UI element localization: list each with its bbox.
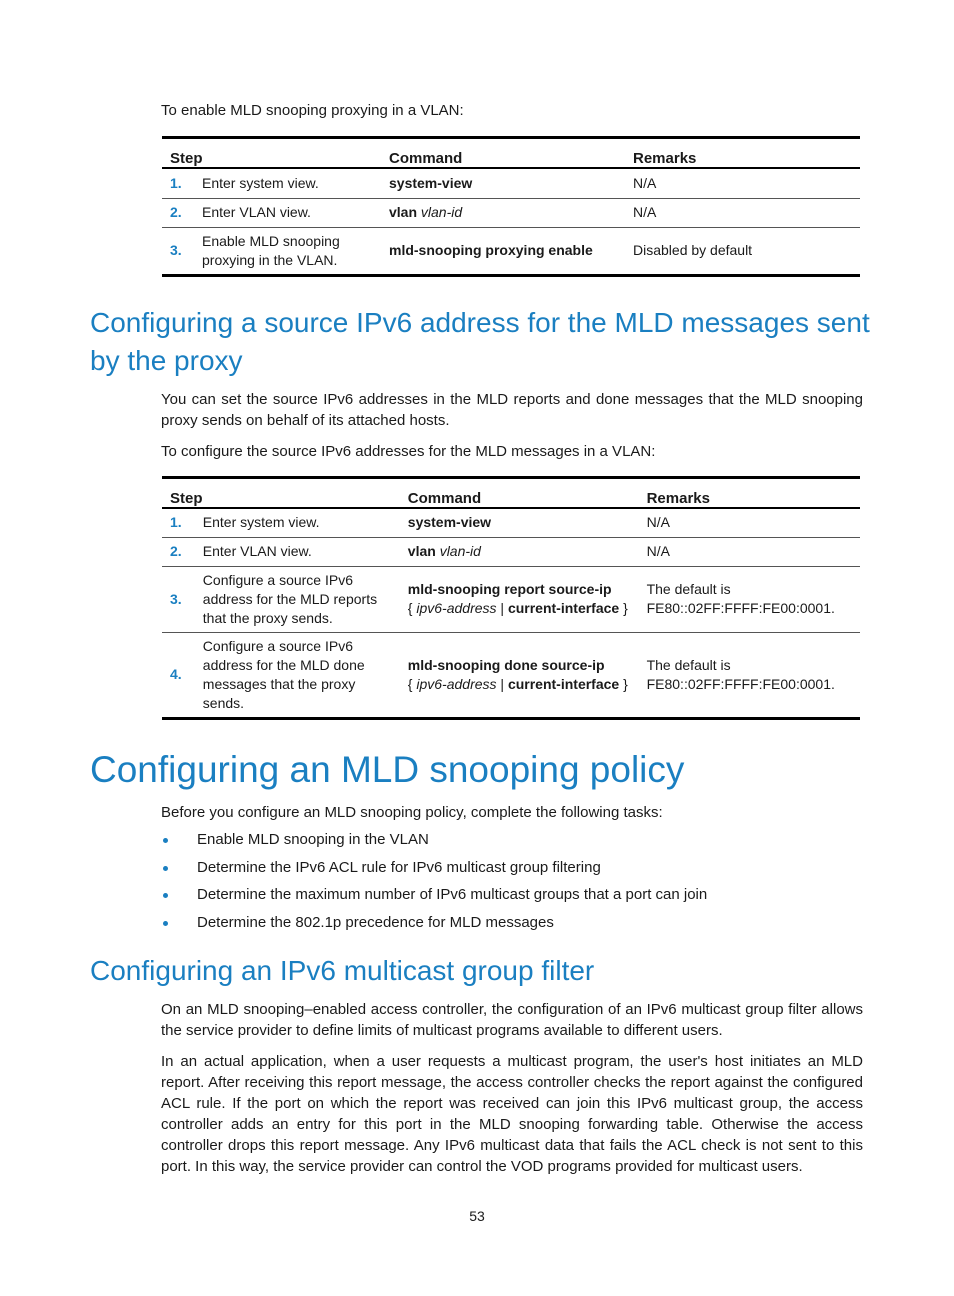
command-keyword: vlan — [389, 204, 418, 220]
list-item — [161, 885, 863, 905]
step-description: Configure a source IPv6 address for the MLD reports that the proxy sends. — [195, 566, 400, 632]
command-argument: ipv6-address — [416, 600, 497, 616]
command-keyword: mld-snooping report source-ip — [407, 581, 612, 597]
section-heading-group-filter: Configuring an IPv6 multicast group filter — [90, 955, 595, 986]
command-keyword: mld-snooping done source-ip — [407, 656, 605, 673]
remarks-cell: The default is FE80::02FF:FFFF:FE00:0001. — [639, 632, 860, 718]
step-description: Enter system view. — [194, 168, 381, 198]
command-cell — [400, 566, 639, 632]
task-list — [161, 830, 863, 940]
table-row — [162, 227, 860, 275]
bullet-icon — [163, 838, 168, 843]
remarks-cell: N/A — [625, 168, 860, 198]
section-heading-mld-policy: Configuring an MLD snooping policy — [90, 749, 685, 790]
command-brace-open: { — [407, 600, 417, 616]
command-keyword: system-view — [407, 514, 492, 531]
remarks-cell: N/A — [639, 537, 860, 566]
command-cell — [381, 227, 625, 275]
step-number: 2. — [162, 537, 195, 566]
remarks-cell: The default is FE80::02FF:FFFF:FE00:0001. — [639, 566, 860, 632]
command-cell — [400, 508, 639, 537]
bullet-icon — [163, 866, 168, 871]
step-number: 1. — [162, 508, 195, 537]
step-description: Enter VLAN view. — [195, 537, 400, 566]
table-source-ipv6 — [162, 476, 860, 720]
step-number: 2. — [162, 198, 194, 227]
list-item-text: Determine the IPv6 ACL rule for IPv6 multicast group filtering — [197, 858, 601, 876]
header-step: Step — [162, 138, 381, 169]
remarks-cell: N/A — [639, 508, 860, 537]
list-item-text: Determine the 802.1p precedence for MLD messages — [197, 913, 554, 931]
command-cell — [381, 198, 625, 227]
command-separator: | — [496, 675, 508, 692]
command-brace-close: } — [619, 675, 628, 692]
list-item-text: Enable MLD snooping in the VLAN — [197, 831, 429, 848]
list-item — [161, 858, 863, 878]
section-paragraph: To configure the source IPv6 addresses for the MLD messages in a VLAN: — [161, 443, 656, 460]
step-description: Enable MLD snooping proxying in the VLAN. — [194, 227, 381, 275]
table-row — [162, 566, 860, 632]
command-cell — [400, 632, 639, 718]
step-description: Enter system view. — [195, 508, 400, 537]
command-argument: ipv6-address — [416, 675, 497, 692]
section-paragraph: You can set the source IPv6 addresses in the MLD reports and done messages that the MLD snooping proxy sends on behalf of its attached hosts. — [161, 391, 863, 429]
command-keyword: vlan — [407, 543, 436, 559]
command-cell — [400, 537, 639, 566]
table-mld-proxying — [162, 136, 860, 277]
bullet-icon — [163, 893, 168, 898]
remarks-cell: N/A — [625, 198, 860, 227]
remarks-cell: Disabled by default — [625, 227, 860, 275]
command-argument: vlan-id — [420, 204, 463, 220]
command-argument: vlan-id — [439, 543, 481, 559]
step-number: 3. — [162, 227, 194, 275]
command-keyword-alt: current-interface — [507, 600, 620, 616]
header-remarks: Remarks — [639, 478, 860, 509]
list-item — [161, 830, 863, 850]
command-brace-open: { — [407, 675, 417, 692]
table-row — [162, 168, 860, 198]
table-row — [162, 508, 860, 537]
page-number: 53 — [469, 1208, 485, 1224]
bullet-icon — [163, 921, 168, 926]
step-number: 3. — [162, 566, 195, 632]
section-paragraph: On an MLD snooping–enabled access controller, the configuration of an IPv6 multicast group filter allows the service provider to define limits of multicast programs available to different users. — [161, 1001, 863, 1039]
command-keyword: mld-snooping proxying enable — [389, 242, 593, 258]
table-row — [162, 537, 860, 566]
section-paragraph: In an actual application, when a user requests a multicast program, the user's host initiates an MLD report. After receiving this report message, the access controller checks the report against the configured ACL rule. If the port on which the report was received can join this IPv6 multicast group, the access controller adds an entry for this port in the MLD snooping forwarding table. Otherwise the access controller drops this report message. Any IPv6 multicast data that fails the ACL check is not sent to this port. In this way, the service provider can control the VOD programs provided for multicast users. — [161, 1053, 863, 1175]
intro-text: To enable MLD snooping proxying in a VLAN: — [161, 102, 464, 119]
list-item — [161, 913, 863, 933]
header-command: Command — [381, 138, 625, 169]
table-row — [162, 198, 860, 227]
step-description: Configure a source IPv6 address for the MLD done messages that the proxy sends. — [195, 632, 400, 718]
table-row — [162, 632, 860, 718]
step-number: 1. — [162, 168, 194, 198]
step-description: Enter VLAN view. — [194, 198, 381, 227]
command-separator: | — [496, 600, 508, 616]
header-remarks: Remarks — [625, 138, 860, 169]
command-keyword-alt: current-interface — [507, 675, 620, 692]
section-heading-source-ipv6: Configuring a source IPv6 address for the MLD messages sent by the proxy — [90, 307, 870, 376]
command-keyword: system-view — [389, 174, 473, 191]
section-paragraph: Before you configure an MLD snooping policy, complete the following tasks: — [161, 804, 663, 821]
step-number: 4. — [162, 632, 195, 718]
command-cell — [381, 168, 625, 198]
header-command: Command — [400, 478, 639, 509]
list-item-text: Determine the maximum number of IPv6 multicast groups that a port can join — [197, 886, 708, 903]
header-step: Step — [162, 478, 400, 509]
command-brace-close: } — [619, 600, 628, 616]
